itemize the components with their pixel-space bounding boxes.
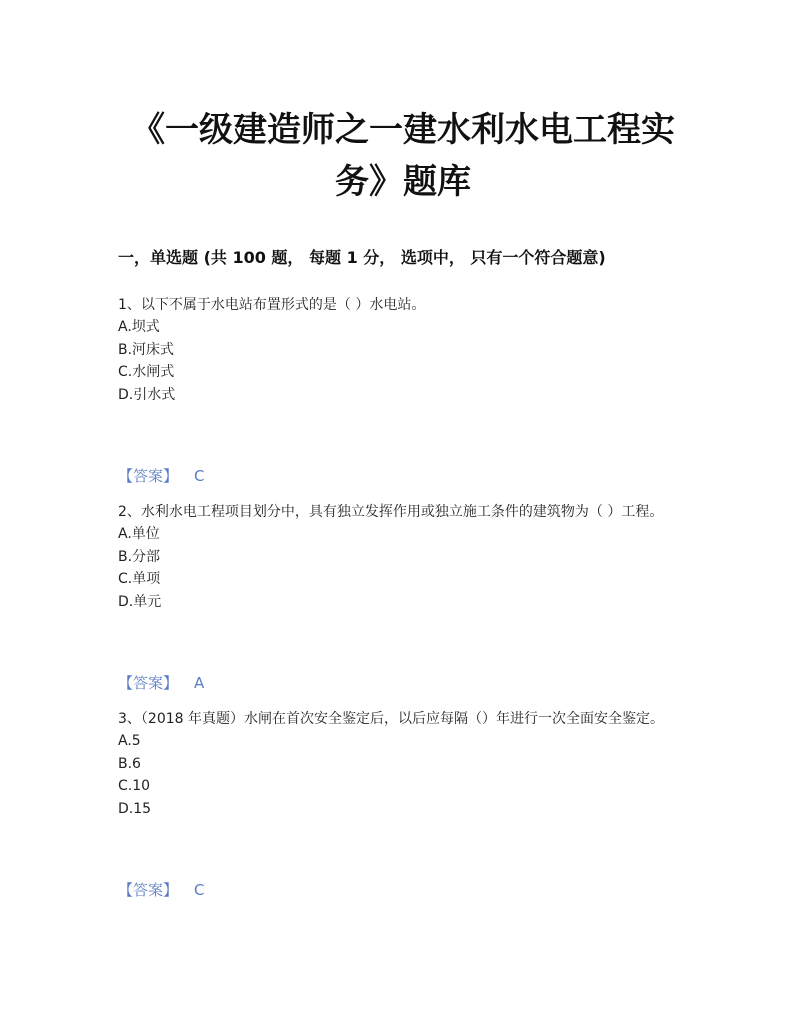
answer-label: 【答案】 bbox=[118, 881, 179, 899]
option-d: D.15 bbox=[118, 800, 152, 817]
question-2 bbox=[118, 501, 718, 613]
answer-value: C bbox=[194, 467, 205, 485]
answer-label: 【答案】 bbox=[118, 674, 179, 692]
answer-2 bbox=[118, 672, 204, 694]
answer-3 bbox=[118, 879, 205, 901]
option-c: C.水闸式 bbox=[118, 364, 175, 380]
answer-value: C bbox=[194, 881, 205, 899]
answer-1 bbox=[118, 465, 205, 487]
option-a: A.单位 bbox=[118, 526, 160, 542]
answer-label: 【答案】 bbox=[118, 467, 179, 485]
question-stem: 2、水利水电工程项目划分中，具有独立发挥作用或独立施工条件的建筑物为（ ）工程。 bbox=[118, 504, 664, 520]
option-c: C.10 bbox=[118, 778, 151, 794]
option-a: A.5 bbox=[118, 733, 141, 749]
option-d: D.单元 bbox=[118, 593, 162, 610]
answer-value: A bbox=[194, 674, 205, 692]
option-a: A.坝式 bbox=[118, 319, 160, 335]
option-c: C.单项 bbox=[118, 571, 161, 587]
question-stem: 3、（2018 年真题）水闸在首次安全鉴定后，以后应每隔（）年进行一次全面安全鉴定。 bbox=[118, 711, 664, 727]
question-stem: 1、以下不属于水电站布置形式的是（ ）水电站。 bbox=[118, 297, 426, 313]
option-d: D.引水式 bbox=[118, 386, 176, 403]
question-3 bbox=[118, 708, 718, 820]
option-b: B.河床式 bbox=[118, 341, 175, 358]
option-b: B.分部 bbox=[118, 548, 161, 565]
document-title: 《一级建造师之一建水利水电工程实务》题库 bbox=[131, 110, 675, 202]
section-heading: 一，单选题 (共 100 题， 每题 1 分， 选项中， 只有一个符合题意) bbox=[118, 248, 606, 267]
question-1 bbox=[118, 294, 718, 406]
option-b: B.6 bbox=[118, 755, 141, 772]
